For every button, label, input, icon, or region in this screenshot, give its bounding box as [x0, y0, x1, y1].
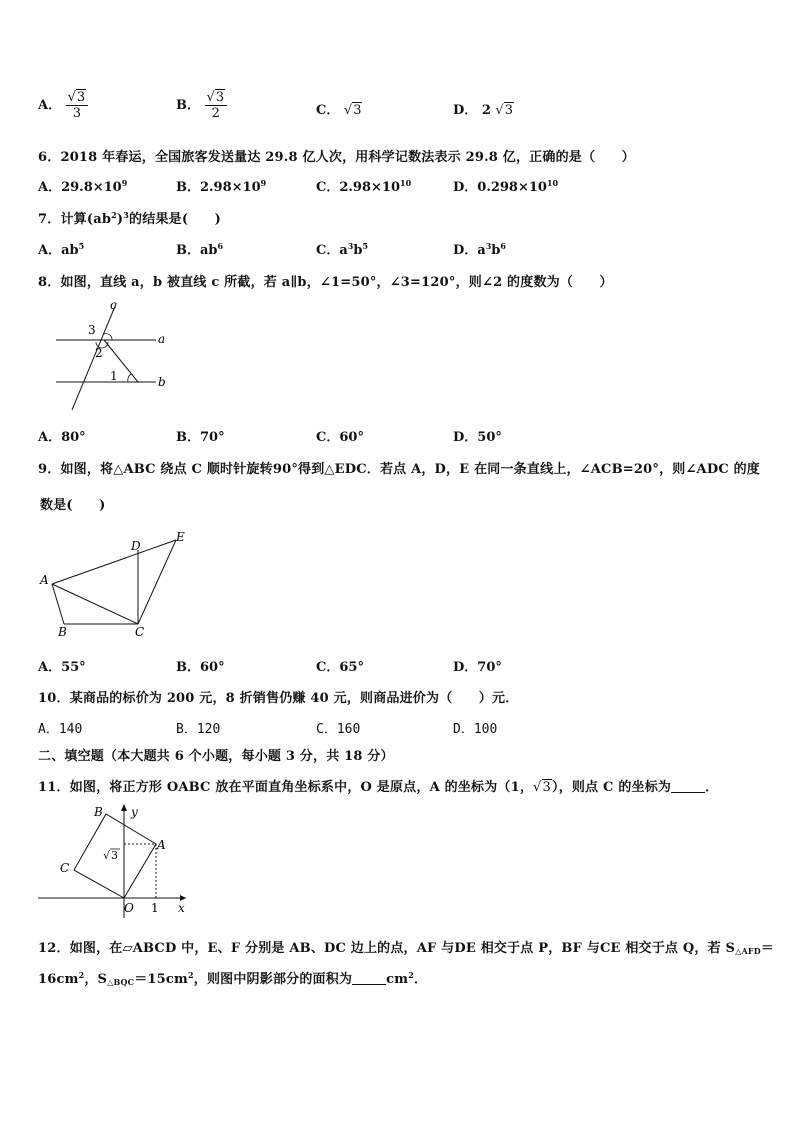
answer-blank	[671, 780, 705, 793]
radicand: 3	[542, 780, 552, 795]
radical: √3	[343, 103, 362, 118]
label-B: B	[94, 805, 103, 819]
q6-option-b: B．$2.98\times 10^9$	[176, 178, 267, 195]
label-1: 1	[151, 901, 159, 915]
q5-option-a	[38, 90, 88, 121]
q9-option-b: B．60°	[176, 660, 225, 675]
option-label: B．	[176, 98, 200, 113]
q8-option-a: A．80°	[38, 430, 86, 445]
fraction	[66, 90, 89, 121]
segment-ec	[138, 540, 176, 624]
line-c	[72, 304, 116, 410]
q10-option-b: B．120	[176, 722, 221, 737]
option-label: C．	[316, 103, 340, 118]
label-C: C	[60, 861, 70, 875]
segment-ac	[52, 584, 138, 624]
q11-stem: 11．如图，将正方形 OABC 放在平面直角坐标系中，O 是原点，A 的坐标为（1，√3），则点 C 的坐标为 ．	[38, 780, 719, 795]
q10-option-a: A．140	[38, 722, 83, 737]
radicand: 3	[215, 90, 225, 105]
label-sqrt3: 3	[111, 849, 118, 862]
q6-option-a: A．$29.8\times 10^9$	[38, 178, 128, 195]
radical: √3	[67, 90, 86, 105]
answer-blank	[352, 972, 386, 985]
label-c: c	[110, 298, 117, 312]
radical: √3	[206, 90, 225, 105]
radicand: 3	[76, 90, 86, 105]
label-b: b	[158, 375, 166, 389]
q8-figure	[52, 296, 174, 414]
label-y: y	[131, 805, 138, 819]
angle-3-arc	[104, 334, 112, 340]
label-B: B	[58, 625, 67, 639]
q10-option-c: C．160	[316, 722, 361, 737]
label-D: D	[131, 539, 141, 553]
denominator: 2	[211, 106, 220, 121]
q12-stem-line2: $16cm^2$，$S_{\triangle BQC}=15cm^2$，则图中阴影部分的面积为 $cm^2$．	[38, 970, 428, 987]
y-arrow	[121, 804, 127, 811]
q6-option-c: C．$2.98\times 10^{10}$	[316, 178, 412, 195]
q8-option-c: C．60°	[316, 430, 364, 445]
label-A: A	[157, 838, 166, 852]
q9-option-a: A．55°	[38, 660, 86, 675]
q5-option-d	[453, 99, 514, 118]
q12-stem-line1: 12．如图，在▱ABCD 中，E、F 分别是 AB、DC 边上的点，AF 与DE 相交于点 P，BF 与CE 相交于点 Q，若 $S_{\triangle AFD}=$	[38, 941, 775, 956]
radicand: 3	[504, 103, 513, 118]
q5-option-b	[176, 90, 227, 121]
q6-option-d: D．$0.298\times 10^{10}$	[453, 178, 559, 195]
label-x: x	[178, 901, 185, 915]
option-label: D．	[453, 103, 478, 118]
denominator: 3	[72, 106, 82, 121]
label-2: 2	[95, 346, 103, 360]
q5-option-c	[316, 99, 362, 118]
q8-stem: 8．如图，直线 a，b 被直线 c 所截，若 a∥b，∠1=50°，∠3=120°，则∠2 的度数为（ ）	[38, 275, 613, 290]
q8-option-b: B．70°	[176, 430, 225, 445]
fraction	[205, 90, 228, 121]
option-label: A．	[38, 98, 62, 113]
q7-stem: 7．计算$(ab^2)^3$的结果是( )	[38, 210, 221, 227]
label-C: C	[135, 625, 145, 639]
label-A: A	[40, 573, 49, 587]
q8-option-d: D．50°	[453, 430, 502, 445]
segment-ae	[52, 540, 176, 584]
angle-1-arc	[128, 374, 131, 382]
q9-figure	[38, 528, 190, 640]
label-3: 3	[88, 323, 96, 337]
section-title: 二、填空题（本大题共 6 个小题，每小题 3 分，共 18 分）	[38, 749, 394, 764]
q9-option-d: D．70°	[453, 660, 502, 675]
coefficient: 2	[481, 103, 491, 118]
label-sqrt-symbol: √	[103, 849, 111, 862]
label-E: E	[176, 530, 185, 544]
q6-stem: 6．2018 年春运，全国旅客发送量达 29.8 亿人次，用科学记数法表示 29.8 亿，正确的是（ ）	[38, 150, 635, 165]
q7-option-c: C．$a^3b^5$	[316, 241, 369, 258]
label-a: a	[158, 332, 166, 346]
label-1: 1	[110, 369, 118, 383]
q7-option-b: B．$ab^6$	[176, 241, 224, 258]
radical: √3	[533, 780, 552, 795]
q9-stem-line2: 数是( )	[40, 498, 106, 513]
q7-option-a: A．$ab^5$	[38, 241, 85, 258]
q10-stem: 10．某商品的标价为 200 元，8 折销售仍赚 40 元，则商品进价为（ ）元．	[38, 691, 519, 706]
q11-figure	[36, 798, 192, 922]
radical: √3	[495, 103, 513, 118]
label-O: O	[124, 901, 134, 915]
segment-ab	[52, 584, 64, 624]
q7-option-d: D．$a^3b^6$	[453, 241, 506, 258]
q9-stem-line1: 9．如图，将△ABC 绕点 C 顺时针旋转90°得到△EDC．若点 A，D，E 在同一条直线上，∠ACB=20°，则∠ADC 的度	[38, 462, 760, 477]
q9-option-c: C．65°	[316, 660, 364, 675]
radicand: 3	[353, 103, 362, 118]
q10-option-d: D．100	[453, 722, 498, 737]
